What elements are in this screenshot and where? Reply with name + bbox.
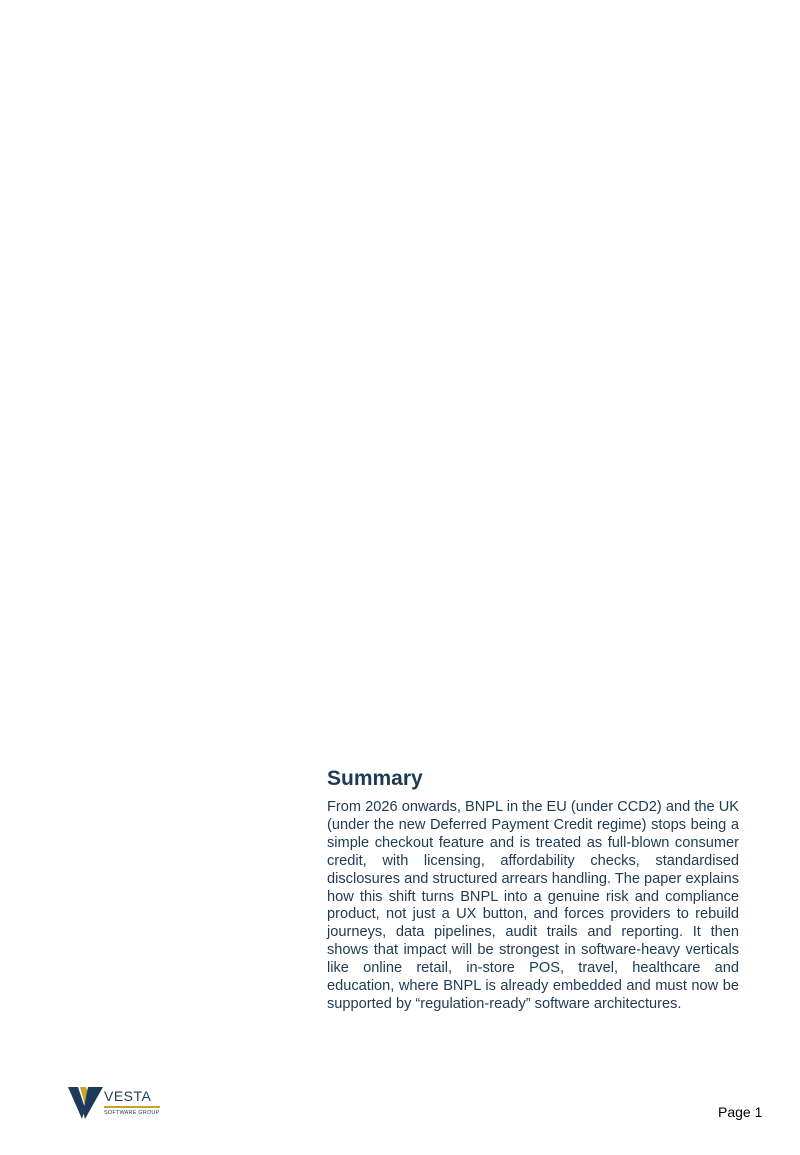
logo-wordmark: VESTA	[104, 1088, 152, 1104]
logo-underline	[104, 1106, 160, 1108]
vesta-v-mark-icon	[68, 1086, 104, 1120]
summary-paragraph: From 2026 onwards, BNPL in the EU (under CCD2) and the UK (under the new Deferred Payment Credit regime) stops being a simple checkout feature and is treated as full-blown consumer credit, with licensing, affordability checks, standardised disclosures and structured arrears handling. The paper explains how this shift turns BNPL into a genuine risk and compliance product, not just a UX button, and forces providers to rebuild journeys, data pipelines, audit trails and reporting. It then shows that impact will be strongest in software-heavy verticals like online retail, in-store POS, travel, healthcare and education, where BNPL is already embedded and must now be supported by “regulation-ready” software architectures.	[327, 799, 739, 1012]
vesta-logo	[68, 1086, 168, 1122]
logo-subtitle: SOFTWARE GROUP	[104, 1110, 160, 1116]
summary-section	[327, 765, 739, 1014]
page-number: Page 1	[718, 1104, 763, 1120]
summary-heading: Summary	[327, 767, 423, 790]
